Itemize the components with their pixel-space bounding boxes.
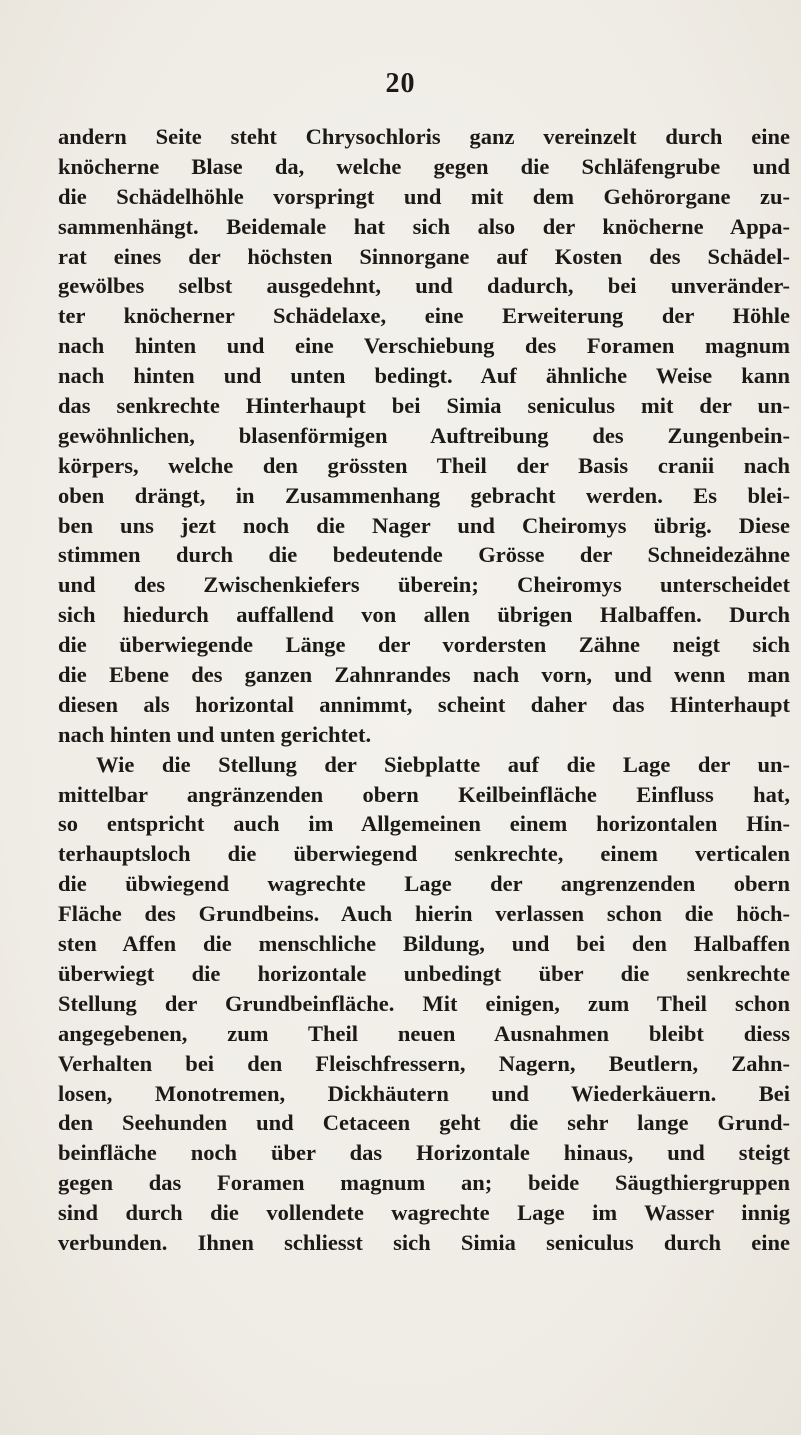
text-line: die Schädelhöhle vorspringt und mit dem Gehörorgane zu- (58, 183, 790, 209)
text-line: die übwiegend wagrechte Lage der angrenzenden obern (58, 871, 790, 897)
text-line: Fläche des Grundbeins. Auch hierin verlassen schon die höch- (58, 901, 790, 927)
text-line: gegen das Foramen magnum an; beide Säugthiergruppen (58, 1170, 790, 1196)
text-line: nach hinten und unten bedingt. Auf ähnliche Weise kann (58, 363, 790, 389)
body-text (58, 122, 790, 1258)
text-line: so entspricht auch im Allgemeinen einem horizontalen Hin- (58, 811, 790, 837)
text-line: körpers, welche den grössten Theil der Basis cranii nach (58, 452, 790, 478)
text-line: die überwiegende Länge der vordersten Zähne neigt sich (58, 632, 790, 658)
text-line: Verhalten bei den Fleischfressern, Nagern, Beutlern, Zahn- (58, 1050, 790, 1076)
text-line: rat eines der höchsten Sinnorgane auf Kosten des Schädel- (58, 243, 790, 269)
text-line: angegebenen, zum Theil neuen Ausnahmen bleibt diess (58, 1020, 790, 1046)
text-line: sich hiedurch auffallend von allen übrigen Halbaffen. Durch (58, 602, 790, 628)
text-line: sind durch die vollendete wagrechte Lage im Wasser innig (58, 1200, 790, 1226)
text-line: Wie die Stellung der Siebplatte auf die Lage der un- (96, 751, 790, 777)
text-line: verbunden. Ihnen schliesst sich Simia seniculus durch eine (58, 1229, 790, 1255)
text-line: oben drängt, in Zusammenhang gebracht werden. Es blei- (58, 482, 790, 508)
text-line: die Ebene des ganzen Zahnrandes nach vorn, und wenn man (58, 662, 790, 688)
text-line: das senkrechte Hinterhaupt bei Simia seniculus mit der un- (58, 393, 790, 419)
text-line: knöcherne Blase da, welche gegen die Schläfengrube und (58, 153, 790, 179)
text-line: überwiegt die horizontale unbedingt über die senkrechte (58, 960, 790, 986)
text-line: ter knöcherner Schädelaxe, eine Erweiterung der Höhle (58, 303, 790, 329)
text-line: losen, Monotremen, Dickhäutern und Wiederkäuern. Bei (58, 1080, 790, 1106)
text-line: andern Seite steht Chrysochloris ganz vereinzelt durch eine (58, 124, 790, 149)
text-line: Stellung der Grundbeinfläche. Mit einigen, zum Theil schon (58, 990, 790, 1016)
text-line: nach hinten und eine Verschiebung des Foramen magnum (58, 333, 790, 359)
text-line: beinfläche noch über das Horizontale hinaus, und steigt (58, 1140, 790, 1166)
page-number: 20 (385, 68, 416, 99)
text-line: gewöhnlichen, blasenförmigen Auftreibung des Zungenbein- (58, 422, 790, 448)
text-line: ben uns jezt noch die Nager und Cheiromys übrig. Diese (58, 512, 790, 538)
text-line: diesen als horizontal annimmt, scheint daher das Hinterhaupt (58, 691, 790, 717)
text-line: nach hinten und unten gerichtet. (58, 721, 372, 747)
text-line: gewölbes selbst ausgedehnt, und dadurch, bei unveränder- (58, 273, 790, 299)
text-line: und des Zwischenkiefers überein; Cheiromys unterscheidet (58, 572, 790, 598)
text-line: sten Affen die menschliche Bildung, und bei den Halbaffen (58, 931, 790, 957)
text-line: terhauptsloch die überwiegend senkrechte, einem verticalen (58, 841, 790, 867)
text-line: stimmen durch die bedeutende Grösse der Schneidezähne (58, 542, 790, 568)
text-line: sammenhängt. Beidemale hat sich also der knöcherne Appa- (58, 213, 790, 239)
text-line: mittelbar angränzenden obern Keilbeinfläche Einfluss hat, (58, 781, 790, 807)
text-line: den Seehunden und Cetaceen geht die sehr lange Grund- (58, 1110, 790, 1136)
